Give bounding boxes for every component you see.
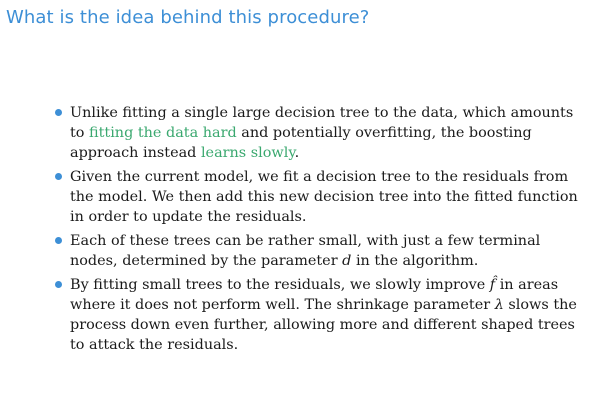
bullet-text: slows the process down even further, allowing more and different shaped trees to attack the residuals. [70, 297, 577, 353]
bullet-dot-icon [55, 173, 62, 180]
bullet-dot-icon [55, 237, 62, 244]
math-symbol: d [342, 253, 352, 269]
math-symbol: f̂ [489, 277, 496, 293]
bullet-text: Each of these trees can be rather small, with just a few terminal nodes, determined by the parameter [70, 233, 541, 269]
highlight-text: learns slowly [200, 145, 295, 161]
bullet-text: Unlike fitting a single large decision tree to the data, which amounts to [70, 105, 574, 141]
bullet-text: in areas where it does not perform well. The shrinkage parameter [70, 277, 559, 313]
bullet-item [70, 231, 590, 271]
slide-title: What is the idea behind this procedure? [6, 7, 370, 28]
bullet-dot-icon [55, 109, 62, 116]
bullet-item [70, 275, 590, 355]
bullet-text: By fitting small trees to the residuals, we slowly improve [70, 277, 490, 293]
bullet-dot-icon [55, 281, 62, 288]
bullet-text: in the algorithm. [351, 253, 479, 269]
bullet-text: and potentially overfitting, the boosting approach instead [70, 125, 532, 161]
bullet-item [70, 103, 590, 163]
highlight-text: fitting the data hard [89, 125, 237, 141]
math-symbol: λ [494, 297, 504, 313]
bullet-list [70, 103, 590, 359]
bullet-text: . [294, 145, 300, 161]
bullet-text: Given the current model, we fit a decision tree to the residuals from the model. We then add this new decision tree into the fitted function in order to update the residuals. [70, 169, 578, 225]
bullet-item [70, 167, 590, 227]
